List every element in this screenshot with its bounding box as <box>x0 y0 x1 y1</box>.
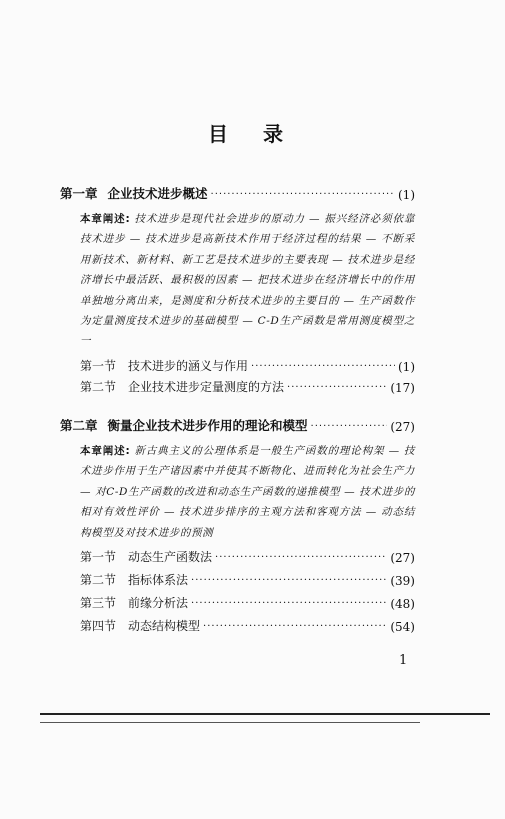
summary-label: 本章阐述: <box>80 213 131 225</box>
chapter-title: 企业技术进步概述 <box>107 186 208 201</box>
leader-dots <box>251 361 395 372</box>
leader-dots <box>215 552 387 563</box>
section-page: (48) <box>390 597 415 611</box>
section-title: 动态结构模型 <box>128 619 201 633</box>
chapter-number: 第二章 <box>60 418 98 433</box>
section-page: (17) <box>390 381 415 395</box>
chapter-page: (27) <box>390 420 415 434</box>
leader-dots <box>311 421 388 432</box>
summary-label: 本章阐述: <box>80 445 131 457</box>
section-title: 技术进步的涵义与作用 <box>128 359 249 373</box>
summary-text: 技术进步是现代社会进步的原动力 — 振兴经济必须依靠技术进步 — 技术进步是高新技术作用于经济过程的结果 — 不断采用新技术、新材料、新工艺是技术进步的主要表现 — 技术进步是经济增长中最活跃、最积极的因素 — 把技术进步在经济增长中的作用单独地分离出来，是测度和分析技术进步的主要目的 — 生产函数作为定量测度技术进步的基础模型 — C-D生产函数是常用测度模型之一 <box>80 213 415 348</box>
toc-section[interactable] <box>80 594 415 611</box>
section-title: 指标体系法 <box>128 573 189 587</box>
bottom-rule <box>40 713 490 715</box>
toc-section[interactable] <box>80 378 415 395</box>
toc-chapter-1[interactable] <box>60 184 415 202</box>
leader-dots <box>191 598 387 609</box>
leader-dots <box>211 189 395 200</box>
summary-text: 新古典主义的公理体系是一般生产函数的理论构架 — 技术进步作用于生产诸因素中并使其不断物化、进而转化为社会生产力 — 对C-D生产函数的改进和动态生产函数的递推模型 — 技术进步的相对有效性评价 — 技术进步排序的主观方法和客观方法 — 动态结构模型及对技术进步的预测 <box>80 445 415 539</box>
section-page: (1) <box>398 360 415 374</box>
chapter-summary <box>80 209 415 352</box>
section-number: 第一节 <box>80 359 117 373</box>
section-number: 第一节 <box>80 550 117 564</box>
chapter-summary <box>80 441 415 543</box>
toc-chapter-2[interactable] <box>60 416 415 434</box>
leader-dots <box>191 575 387 586</box>
section-page: (39) <box>390 574 415 588</box>
toc-section[interactable] <box>80 548 415 565</box>
section-page: (27) <box>390 551 415 565</box>
section-number: 第二节 <box>80 573 117 587</box>
section-title: 动态生产函数法 <box>128 550 213 564</box>
chapter-number: 第一章 <box>60 186 98 201</box>
section-number: 第四节 <box>80 619 117 633</box>
bottom-rule-thin <box>40 722 420 723</box>
toc-section[interactable] <box>80 357 415 374</box>
section-title: 前缘分析法 <box>128 596 189 610</box>
toc-section[interactable] <box>80 617 415 634</box>
page-number: 1 <box>399 653 408 668</box>
section-page: (54) <box>390 620 415 634</box>
chapter-page: (1) <box>398 188 415 202</box>
chapter-title: 衡量企业技术进步作用的理论和模型 <box>107 418 308 433</box>
toc-section[interactable] <box>80 571 415 588</box>
section-number: 第三节 <box>80 596 117 610</box>
leader-dots <box>287 382 387 393</box>
leader-dots <box>203 621 387 632</box>
page-title: 目 录 <box>208 122 297 146</box>
section-title: 企业技术进步定量测度的方法 <box>128 380 285 394</box>
section-number: 第二节 <box>80 380 117 394</box>
